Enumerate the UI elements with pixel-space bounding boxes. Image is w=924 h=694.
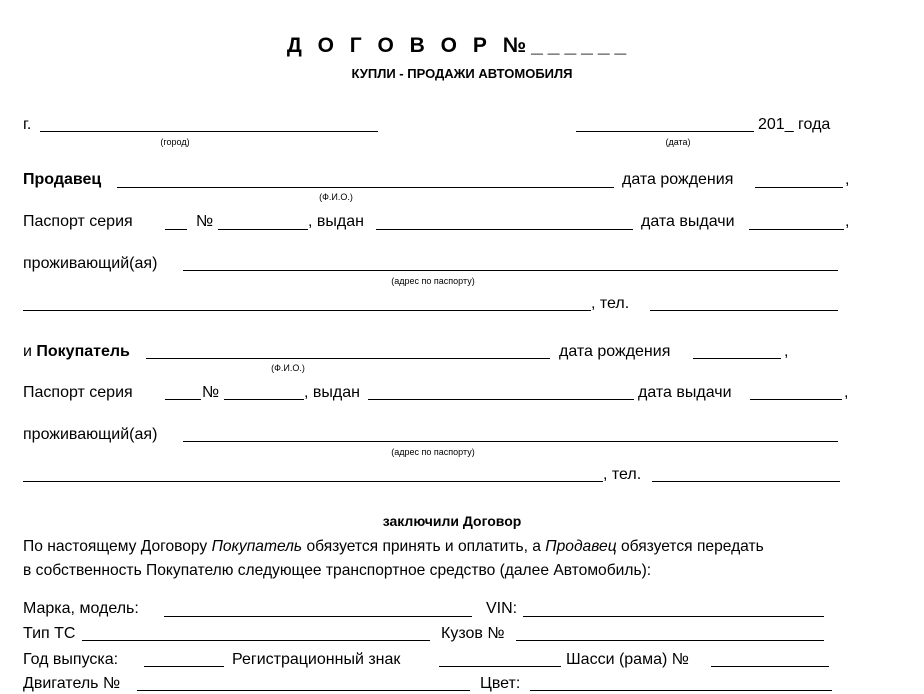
buyer-address-field-2[interactable]: [23, 481, 603, 482]
seller-birth-label: дата рождения: [622, 171, 734, 188]
seller-residing-label: проживающий(ая): [23, 255, 158, 272]
buyer-phone-field[interactable]: [652, 481, 840, 482]
chassis-label: Шасси (рама) №: [566, 651, 689, 668]
seller-issued-label: , выдан: [308, 213, 364, 230]
buyer-birth-field[interactable]: [693, 358, 781, 359]
manufacture-year-label: Год выпуска:: [23, 651, 119, 668]
seller-phone-field[interactable]: [650, 310, 838, 311]
make-model-label: Марка, модель:: [23, 600, 139, 617]
city-caption: (город): [160, 137, 190, 147]
seller-phone-label: , тел.: [591, 295, 630, 312]
buyer-address-caption: (адрес по паспорту): [391, 447, 475, 457]
registration-plate-label: Регистрационный знак: [232, 651, 401, 668]
agreement-seller-term: Продавец: [545, 538, 617, 555]
document-subtitle: КУПЛИ - ПРОДАЖИ АВТОМОБИЛЯ: [351, 66, 573, 81]
year-label: 201_ года: [758, 116, 831, 133]
seller-address-field[interactable]: [183, 270, 838, 271]
buyer-issue-date-label: дата выдачи: [638, 384, 732, 401]
agreement-paragraph-line-2: в собственность Покупателю следующее транспортное средство (далее Автомобиль):: [23, 562, 652, 579]
seller-passport-series-label: Паспорт серия: [23, 213, 133, 230]
buyer-birth-comma: ,: [784, 343, 789, 360]
agreement-buyer-term: Покупатель: [211, 538, 303, 555]
city-field[interactable]: [40, 131, 378, 132]
engine-number-field[interactable]: [137, 690, 470, 691]
body-number-label: Кузов №: [441, 625, 505, 642]
seller-birth-field[interactable]: [755, 187, 843, 188]
buyer-phone-label: , тел.: [603, 466, 642, 483]
seller-fio-caption: (Ф.И.О.): [319, 192, 353, 202]
seller-address-caption: (адрес по паспорту): [391, 276, 475, 286]
seller-passport-number-field[interactable]: [218, 229, 308, 230]
seller-birth-comma: ,: [845, 171, 850, 188]
seller-issue-date-field[interactable]: [749, 229, 844, 230]
seller-passport-number-label: №: [196, 213, 214, 230]
document-title: Д О Г О В О Р №______: [286, 34, 632, 57]
buyer-issued-label: , выдан: [304, 384, 360, 401]
date-caption: (дата): [665, 137, 691, 147]
vehicle-type-label: Тип ТС: [23, 625, 76, 642]
color-label: Цвет:: [480, 675, 521, 692]
buyer-issue-date-comma: ,: [844, 384, 849, 401]
buyer-address-field[interactable]: [183, 441, 838, 442]
seller-address-field-2[interactable]: [23, 310, 591, 311]
buyer-issue-date-field[interactable]: [750, 399, 842, 400]
buyer-passport-series-label: Паспорт серия: [23, 384, 133, 401]
buyer-fio-caption: (Ф.И.О.): [271, 363, 305, 373]
buyer-conj: и Покупатель: [23, 343, 130, 360]
buyer-issued-by-field[interactable]: [368, 399, 634, 400]
chassis-field[interactable]: [711, 666, 829, 667]
city-prefix: г.: [23, 116, 32, 133]
make-model-field[interactable]: [164, 616, 472, 617]
seller-issued-by-field[interactable]: [376, 229, 633, 230]
buyer-role-label: Покупатель: [36, 343, 130, 360]
seller-issue-date-label: дата выдачи: [641, 213, 735, 230]
buyer-passport-number-label: №: [202, 384, 220, 401]
buyer-fio-field[interactable]: [146, 358, 550, 359]
seller-issue-date-comma: ,: [845, 213, 850, 230]
manufacture-year-field[interactable]: [144, 666, 224, 667]
registration-plate-field[interactable]: [439, 666, 561, 667]
date-field[interactable]: [576, 131, 754, 132]
vehicle-type-field[interactable]: [82, 640, 430, 641]
buyer-residing-label: проживающий(ая): [23, 426, 158, 443]
vin-label: VIN:: [486, 600, 518, 617]
seller-fio-field[interactable]: [117, 187, 614, 188]
agreement-paragraph-line-1: По настоящему Договору Покупатель обязуется принять и оплатить, а Продавец обязуется передать: [23, 538, 764, 555]
color-field[interactable]: [530, 690, 832, 691]
seller-role-label: Продавец: [23, 171, 102, 188]
body-number-field[interactable]: [516, 640, 824, 641]
seller-passport-series-field[interactable]: [165, 229, 187, 230]
vin-field[interactable]: [523, 616, 824, 617]
buyer-birth-label: дата рождения: [559, 343, 671, 360]
engine-number-label: Двигатель №: [23, 675, 121, 692]
agreement-heading: заключили Договор: [382, 513, 522, 529]
buyer-passport-series-field[interactable]: [165, 399, 201, 400]
buyer-passport-number-field[interactable]: [224, 399, 304, 400]
